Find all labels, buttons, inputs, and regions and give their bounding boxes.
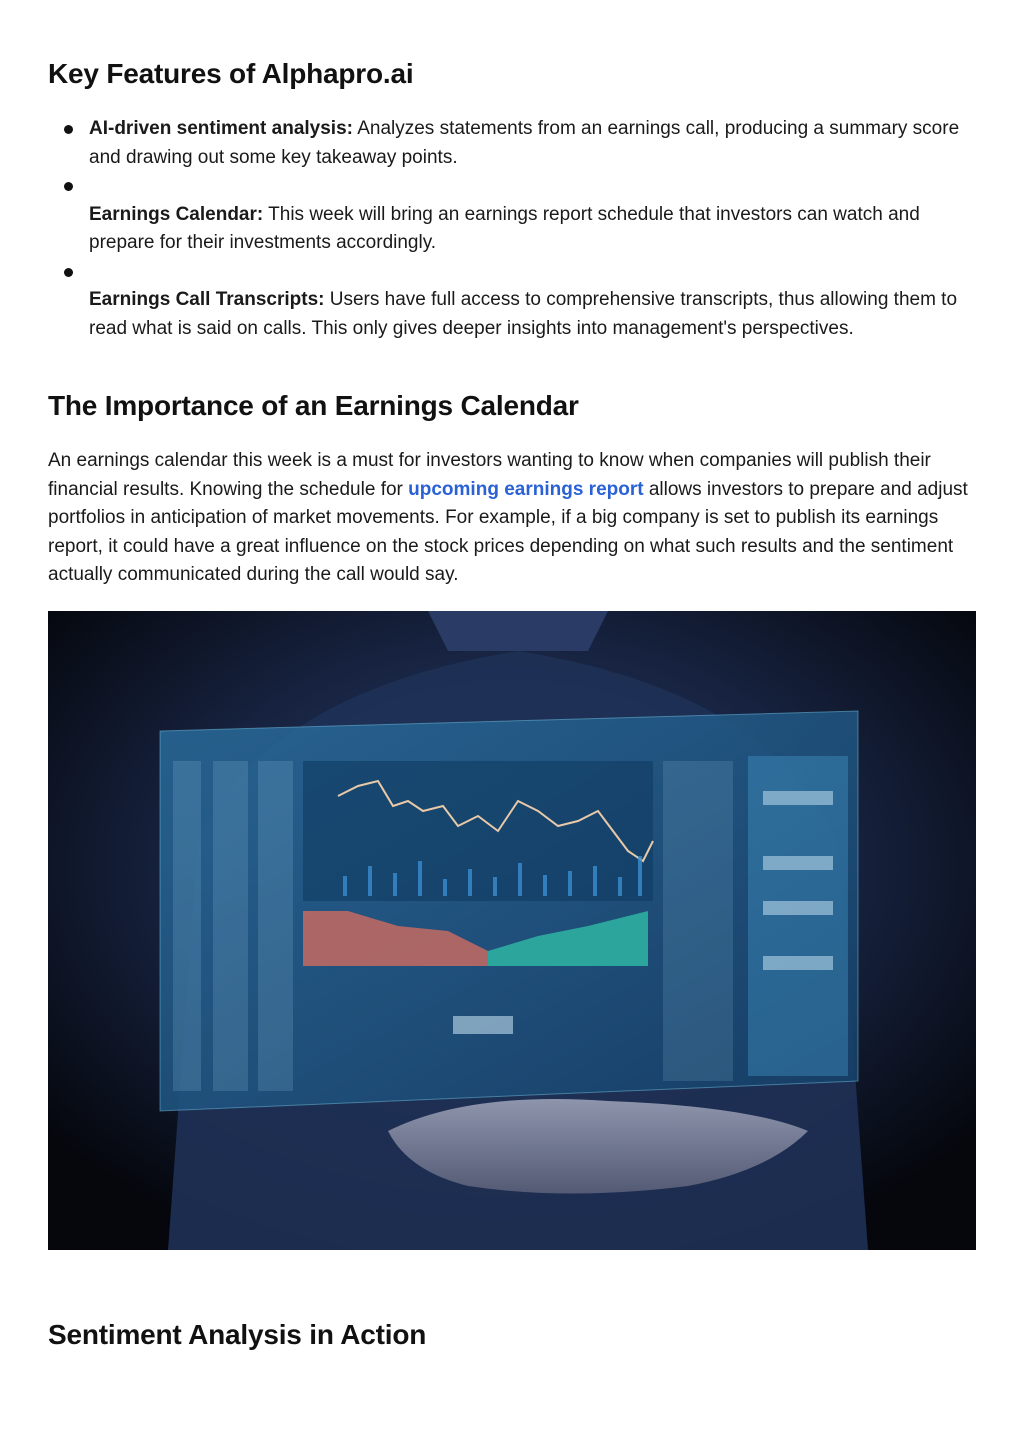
list-item [48,172,978,258]
heading-earnings-calendar: The Importance of an Earnings Calendar [48,390,579,421]
left-data-columns [173,761,293,1091]
para-text-start: An earnings calendar this week is a must for investors wanting to know when companies will publish their financial results. Knowing the schedule for [48,450,931,500]
feature-text: Users have full access to comprehensive transcripts, thus allowing them to read what is said on calls. This only gives deeper insights into management's perspectives. [89,289,958,339]
list-item [48,258,978,344]
feature-term: Earnings Call Transcripts: [89,289,325,310]
right-data-panel [663,756,848,1081]
feature-text: This week will bring an earnings report schedule that investors can watch and prepare for their investments accordingly. [89,203,920,253]
heading-key-features: Key Features of Alphapro.ai [48,58,414,89]
feature-term: Earnings Calendar: [89,203,264,225]
heading-sentiment-analysis: Sentiment Analysis in Action [48,1319,427,1350]
hologram-illustration [48,611,976,1250]
feature-term: AI-driven sentiment analysis: [89,118,353,139]
features-list [48,115,978,343]
list-item [48,115,978,172]
person-collar [428,611,608,651]
feature-text: Analyzes statements from an earnings call, producing a summary score and drawing out some key takeaway points. [89,118,960,168]
para-text-end: allows investors to prepare and adjust portfolios in anticipation of market movements. For example, if a big company is set to publish its earnings report, it could have a great influence on the stock prices depending on what such results and the sentiment actually communicated during the call would say. [48,478,968,585]
upcoming-earnings-report-link[interactable]: upcoming earnings report [408,478,644,500]
screen-button [453,1016,513,1034]
body-paragraph [48,447,978,590]
bullet-icon [64,182,73,191]
bullet-icon [64,268,73,277]
trading-screen-image [48,611,976,1250]
bullet-icon [64,125,73,134]
